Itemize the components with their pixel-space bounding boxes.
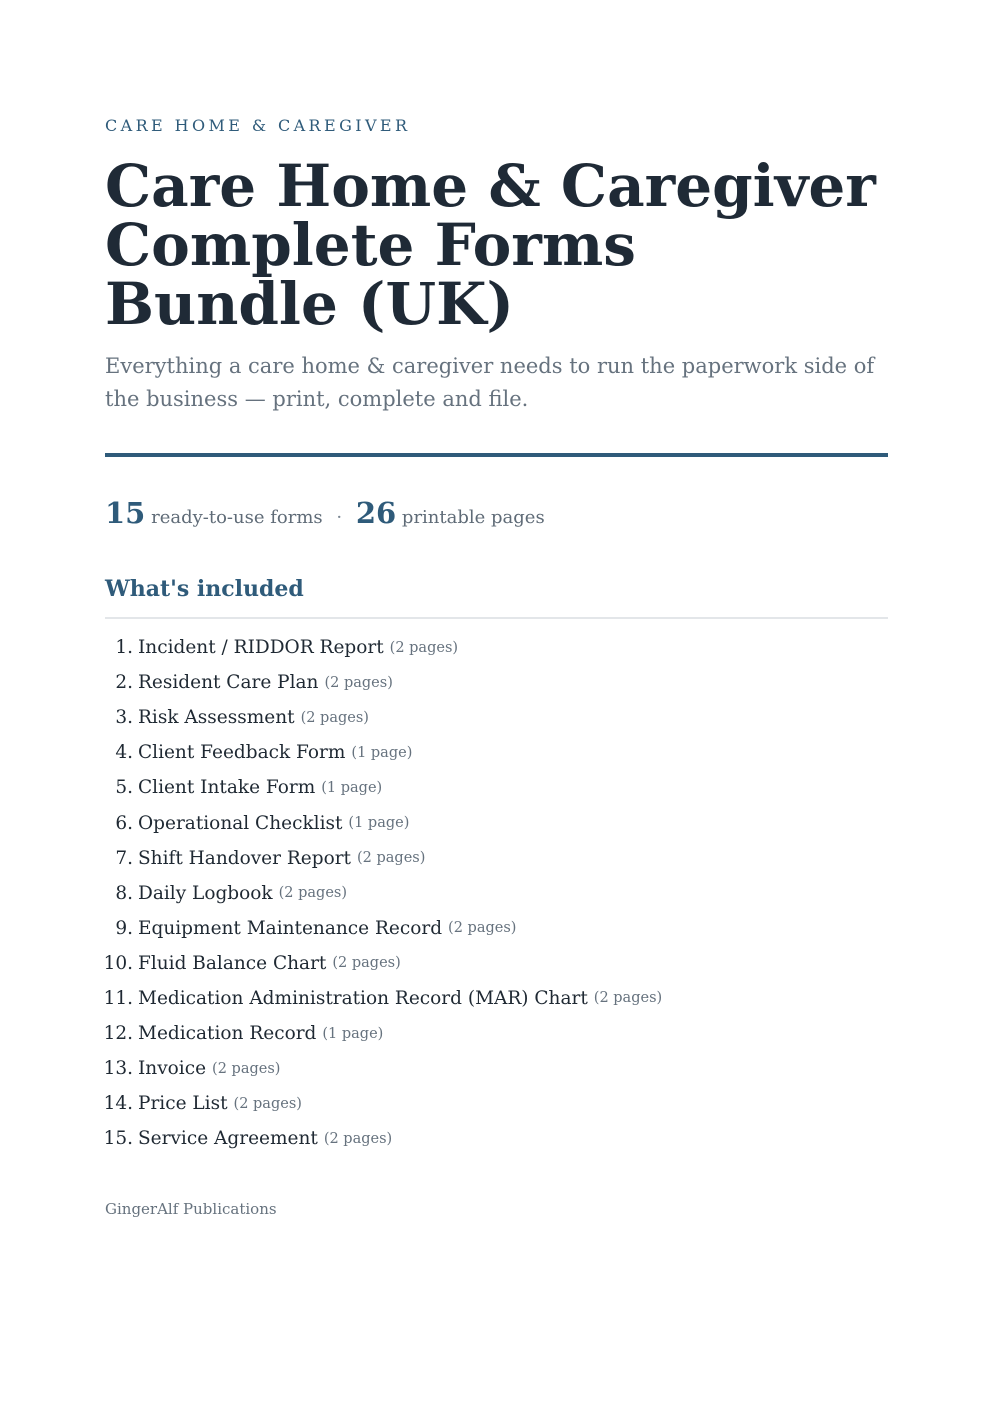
- item-number: 8.: [115, 882, 133, 904]
- list-item: [93, 876, 662, 911]
- list-item: [93, 911, 662, 946]
- item-number: 11.: [103, 987, 133, 1009]
- stats-separator: ·: [336, 507, 343, 528]
- item-number: 2.: [115, 672, 133, 694]
- item-name: Equipment Maintenance Record: [138, 917, 443, 939]
- item-pages: (2 pages): [278, 885, 348, 902]
- item-name: Price List: [138, 1093, 228, 1115]
- item-number: 14.: [103, 1093, 133, 1115]
- item-pages: (2 pages): [448, 920, 517, 937]
- item-number: 1.: [115, 637, 133, 659]
- forms-list: [93, 630, 662, 1156]
- item-name: Resident Care Plan: [138, 672, 319, 694]
- list-item: [93, 770, 662, 805]
- list-item: [93, 981, 662, 1016]
- item-name: Risk Assessment: [138, 707, 295, 729]
- item-pages: (2 pages): [212, 1060, 281, 1077]
- forms-count: 15: [105, 496, 146, 530]
- item-name: Invoice: [138, 1058, 207, 1080]
- item-pages: (1 page): [348, 815, 410, 832]
- item-pages: (1 page): [351, 744, 413, 761]
- item-name: Shift Handover Report: [138, 847, 351, 869]
- item-number: 7.: [115, 847, 133, 869]
- list-item: [93, 1051, 662, 1086]
- item-name: Medication Record: [138, 1023, 317, 1045]
- item-pages: (2 pages): [324, 674, 393, 691]
- list-item: [93, 946, 662, 981]
- page-title: Care Home & Caregiver Complete Forms Bundle (UK): [105, 152, 876, 338]
- page-subtitle: Everything a care home & caregiver needs to run the paperwork side of the business — print, complete and file.: [105, 354, 875, 411]
- item-number: 15.: [103, 1128, 133, 1150]
- item-pages: (1 page): [322, 1025, 384, 1042]
- included-heading: What's included: [105, 576, 304, 602]
- forms-count-label: ready-to-use forms: [151, 507, 323, 528]
- item-pages: (2 pages): [357, 850, 426, 867]
- item-number: 3.: [115, 707, 133, 729]
- item-number: 6.: [115, 812, 133, 834]
- item-name: Client Feedback Form: [138, 742, 346, 764]
- bundle-stats: [105, 496, 545, 530]
- list-item: [93, 841, 662, 876]
- list-item: [93, 1086, 662, 1121]
- header-divider: [105, 453, 888, 457]
- section-divider: [105, 617, 888, 619]
- item-pages: (2 pages): [389, 639, 459, 656]
- category-eyebrow: CARE HOME & CAREGIVER: [105, 116, 411, 135]
- item-name: Medication Administration Record (MAR) Chart: [138, 987, 588, 1009]
- item-name: Client Intake Form: [138, 777, 316, 799]
- item-pages: (2 pages): [233, 1095, 302, 1112]
- list-item: [93, 700, 662, 735]
- item-number: 9.: [115, 917, 133, 939]
- item-number: 5.: [115, 777, 133, 799]
- item-number: 10.: [103, 952, 133, 974]
- list-item: [93, 630, 662, 665]
- pages-count-label: printable pages: [401, 507, 545, 528]
- item-number: 12.: [103, 1023, 133, 1045]
- item-name: Fluid Balance Chart: [138, 952, 327, 974]
- item-pages: (2 pages): [300, 709, 369, 726]
- item-pages: (2 pages): [593, 990, 663, 1007]
- item-pages: (2 pages): [323, 1130, 393, 1147]
- item-pages: (2 pages): [332, 955, 401, 972]
- list-item: [93, 1121, 662, 1156]
- pages-count: 26: [355, 496, 397, 530]
- item-number: 13.: [103, 1058, 133, 1080]
- item-name: Daily Logbook: [138, 882, 273, 904]
- item-name: Incident / RIDDOR Report: [138, 637, 384, 659]
- publisher-footer: GingerAlf Publications: [105, 1200, 277, 1218]
- list-item: [93, 805, 662, 840]
- item-name: Operational Checklist: [138, 812, 343, 834]
- item-pages: (1 page): [321, 779, 383, 796]
- item-number: 4.: [115, 742, 133, 764]
- list-item: [93, 1016, 662, 1051]
- item-name: Service Agreement: [138, 1128, 318, 1150]
- list-item: [93, 665, 662, 700]
- list-item: [93, 735, 662, 770]
